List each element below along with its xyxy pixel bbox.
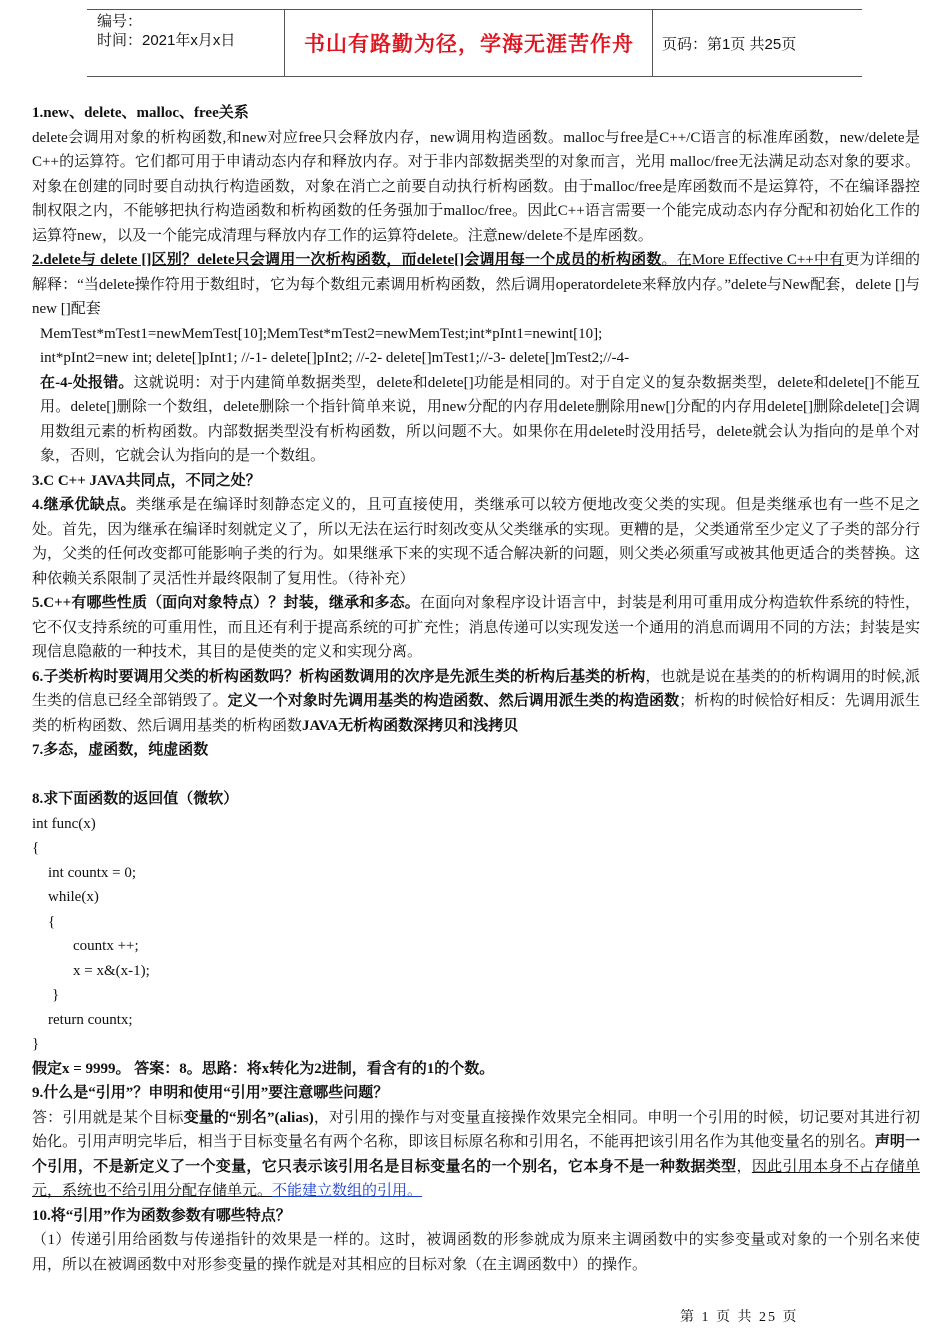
document-body (32, 101, 920, 1277)
q2-title: 2.delete与 delete []区别？delete只会调用一次析构函数，而delete[]会调用每一个成员的析构函数 (32, 252, 662, 268)
code-line: } (52, 987, 60, 1003)
header-number-label: 编号： (97, 13, 143, 30)
q9-underlined-text: 因此引用本身不占存储单元，系统也不给引用分配存储单元。 (32, 1158, 920, 1199)
q2-body-2: 这就说明：对于内建简单数据类型，delete和delete[]功能是相同的。对于自定义的复杂数据类型，delete和delete[]不能互用。delete[]删除一个数组，delete删除一个指针简单来说，用new分配的内存用delete删除用new[]分配的内存用delete[]删除delete[]会调用数组元素的析构函数。内部数据类型没有析构函数，所以问题不大。如果你在用delete时没用括号，delete就会认为指向的是单个对象，否则，它就会认为指向的是一个数组。 (40, 374, 920, 464)
header-motto: 书山有路勤为径，学海无涯苦作舟 (304, 32, 634, 56)
code-line: { (32, 840, 40, 856)
q2-code-line: int*pInt2=new int; delete[]pInt1; //-1- delete[]pInt2; //-2- delete[]mTest1;//-3- delete[]mTest2;//-4- (40, 350, 630, 366)
q9-alias-term: 变量的“别名”(alias) (183, 1109, 314, 1126)
code-line: int func(x) (32, 815, 96, 832)
header-page-label: 页码：第1页 共25页 (662, 35, 797, 53)
q8-code-block (32, 812, 920, 1057)
q9-array-reference-link[interactable]: 不能建立数组的引用。 (272, 1183, 423, 1199)
code-line: return countx; (48, 1011, 133, 1028)
q9-title: 9.什么是“引用”？申明和使用“引用”要注意哪些问题？ (32, 1085, 389, 1101)
header-divider (652, 10, 653, 76)
q5-title: 5.C++有哪些性质（面向对象特点）？封装，继承和多态。 (32, 595, 420, 611)
q2-underlined-text: 。在More Effective C++中有 (661, 252, 845, 268)
q9-text: ， (736, 1158, 752, 1175)
blank-line (32, 763, 920, 788)
q8-title: 8.求下面函数的返回值（微软） (32, 791, 239, 807)
q1-body: delete会调用对象的析构函数,和new对应free只会释放内存，new调用构造函数。malloc与free是C++/C语言的标准库函数，new/delete是C++的运算符。它们都可用于申请动态内存和释放内存。对于非内部数据类型的对象而言，光用 malloc/free无法满足动态对象的要求。对象在创建的同时要自动执行构造函数，对象在消亡之前要自动执行析构函数。由于malloc/free是库函数而不是运算符，不在编译器控制权限之内，不能够把执行构造函数和析构函数的任务强加于malloc/free。因此C++语言需要一个能完成动态内存分配和初始化工作的运算符new，以及一个能完成清理与释放内存工作的运算符delete。注意new/delete不是库函数。 (32, 129, 920, 244)
q2-code-line: MemTest*mTest1=newMemTest[10];MemTest*mTest2=newMemTest;int*pInt1=newint[10]; (40, 325, 603, 342)
code-line: x = x&(x-1); (73, 962, 150, 979)
q9-key-point: 声明一个引用，不是新定义了一个变量，它只表示该引用名是目标变量名的一个别名，它本身不是一种数据类型 (32, 1134, 920, 1175)
q3-title: 3.C C++ JAVA共同点，不同之处？ (32, 472, 261, 489)
q8-answer: 假定x = 9999。 答案：8。思路：将x转化为2进制，看含有的1的个数。 (32, 1060, 495, 1077)
header-time-label: 时间：2021年x月x日 (97, 32, 236, 49)
code-line: int countx = 0; (48, 864, 137, 881)
q5-paragraph (32, 591, 920, 665)
header-divider (284, 10, 285, 76)
q6-constructor-order: 定义一个对象时先调用基类的构造函数、然后调用派生类的构造函数 (227, 693, 680, 709)
code-line: countx ++; (73, 938, 139, 954)
page-header (87, 9, 862, 77)
q6-java-note: JAVA无析构函数深拷贝和浅拷贝 (302, 717, 519, 734)
q2-error-note: 在-4-处报错。 (40, 374, 134, 391)
code-line: { (48, 913, 56, 930)
header-meta (97, 12, 235, 50)
q10-title: 10.将“引用”作为函数参数有哪些特点？ (32, 1207, 291, 1224)
q2-paragraph-2 (32, 371, 920, 469)
q1-title: 1.new、delete、malloc、free关系 (32, 105, 249, 121)
q4-body: 类继承是在编译时刻静态定义的，且可直接使用，类继承可以较方便地改变父类的实现。但是类继承也有一些不足之处。首先，因为继承在编译时刻就定义了，所以无法在运行时刻改变从父类继承的实现。更糟的是，父类通常至少定义了子类的部分行为，父类的任何改变都可能影响子类的行为。如果继承下来的实现不适合解决新的问题，则父类必须重写或被其他更适合的类替换。这种依赖关系限制了灵活性并最终限制了复用性。（待补充） (32, 497, 920, 587)
q2-body: 更为详细的解释：“当delete操作符用于数组时，它为每个数组元素调用析构函数，然后调用operatordelete来释放内存。”delete与New配套，delete []与new []配套 (32, 252, 920, 317)
q6-paragraph (32, 665, 920, 739)
q6-body-2: ；析构的时候恰好相反：先调用派生类的析构函数、然后调用基类的析构函数 (32, 693, 920, 734)
q2-paragraph (32, 248, 920, 322)
q9-text: 答：引用就是某个目标 (32, 1109, 184, 1126)
code-line: } (32, 1036, 40, 1052)
q4-paragraph (32, 493, 920, 591)
q9-paragraph (32, 1106, 920, 1204)
q6-title: 6.子类析构时要调用父类的析构函数吗？析构函数调用的次序是先派生类的析构后基类的析构 (32, 668, 646, 685)
q7-title: 7.多态，虚函数，纯虚函数 (32, 742, 209, 758)
q4-title: 4.继承优缺点。 (32, 497, 136, 513)
page-footer: 第 1 页 共 25 页 (680, 1310, 799, 1325)
q6-body: ，也就是说在基类的的析构调用的时候,派生类的信息已经全部销毁了。 (32, 668, 920, 709)
q5-body: 在面向对象程序设计语言中，封装是利用可重用成分构造软件系统的特性，它不仅支持系统的可重用性，而且还有利于提高系统的可扩充性；消息传递可以实现发送一个通用的消息而调用不同的方法；封装是实现信息隐蔽的一种技术，其目的是使类的定义和实现分离。 (32, 595, 920, 660)
q9-text: ，对引用的操作与对变量直接操作效果完全相同。申明一个引用的时候，切记要对其进行初始化。引用声明完毕后，相当于目标变量名有两个名称，即该目标原名称和引用名，不能再把该引用名作为其他变量名的别名。 (32, 1109, 920, 1150)
q10-body: （1）传递引用给函数与传递指针的效果是一样的。这时，被调函数的形参就成为原来主调函数中的实参变量或对象的一个别名来使用，所以在被调函数中对形参变量的操作就是对其相应的目标对象（在主调函数中）的操作。 (32, 1232, 920, 1273)
code-line: while(x) (48, 889, 99, 905)
